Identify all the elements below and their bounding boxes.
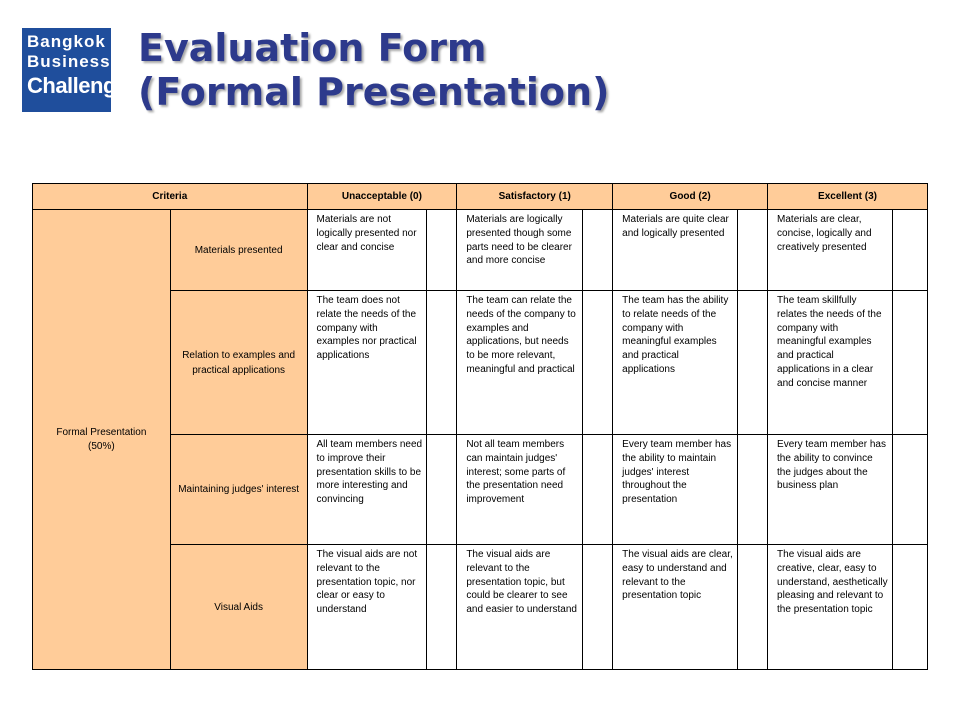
cell-excellent: Every team member has the ability to convince the judges about the business plan: [768, 435, 893, 545]
header-unacceptable: Unacceptable (0): [307, 184, 457, 210]
bangkok-business-challenge-logo: [22, 28, 128, 112]
cell-satisfactory: Materials are logically presented though some parts need to be clearer and more concise: [457, 210, 583, 291]
header-criteria: Criteria: [33, 184, 308, 210]
group-label: Formal Presentation (50%): [56, 426, 147, 452]
score-box-good[interactable]: [737, 291, 767, 435]
cell-excellent: The team skillfully relates the needs of the company with meaningful examples and practical applications in a clear and concise manner: [768, 291, 893, 435]
criterion-materials-presented: Materials presented: [170, 210, 307, 291]
score-box-satisfactory[interactable]: [583, 210, 613, 291]
cell-good: The visual aids are clear, easy to understand and relevant to the presentation topic: [613, 545, 738, 670]
criterion-maintaining-interest: Maintaining judges' interest: [170, 435, 307, 545]
header-excellent: Excellent (3): [768, 184, 928, 210]
cell-unacceptable: All team members need to improve their presentation skills to be more interesting and convincing: [307, 435, 427, 545]
cell-good: Every team member has the ability to maintain judges' interest throughout the presentation: [613, 435, 738, 545]
criterion-relation-to-examples: Relation to examples and practical applications: [170, 291, 307, 435]
score-box-excellent[interactable]: [892, 291, 927, 435]
page-title-line-2: (Formal Presentation): [138, 70, 610, 114]
cell-satisfactory: Not all team members can maintain judges' interest; some parts of the presentation need improvement: [457, 435, 583, 545]
cell-unacceptable: The visual aids are not relevant to the presentation topic, nor clear or easy to understand: [307, 545, 427, 670]
header-good: Good (2): [613, 184, 768, 210]
header-satisfactory: Satisfactory (1): [457, 184, 613, 210]
cell-satisfactory: The team can relate the needs of the company to examples and applications, but needs to be more relevant, meaningful and practical: [457, 291, 583, 435]
score-box-satisfactory[interactable]: [583, 291, 613, 435]
cell-excellent: The visual aids are creative, clear, easy to understand, aesthetically pleasing and relevant to the presentation topic: [768, 545, 893, 670]
score-box-good[interactable]: [737, 435, 767, 545]
score-box-excellent[interactable]: [892, 435, 927, 545]
cell-excellent: Materials are clear, concise, logically and creatively presented: [768, 210, 893, 291]
logo-line-3: Challenge: [27, 73, 128, 98]
score-box-unacceptable[interactable]: [427, 545, 457, 670]
score-box-satisfactory[interactable]: [583, 435, 613, 545]
logo-line-1: Bangkok: [27, 32, 106, 51]
cell-satisfactory: The visual aids are relevant to the presentation topic, but could be clearer to see and easier to understand: [457, 545, 583, 670]
page-title-line-1: Evaluation Form: [138, 26, 487, 70]
score-box-excellent[interactable]: [892, 545, 927, 670]
cell-unacceptable: Materials are not logically presented nor clear and concise: [307, 210, 427, 291]
group-formal-presentation: [33, 210, 171, 670]
logo-line-2: Business: [27, 52, 111, 71]
table-row: [33, 210, 928, 291]
evaluation-rubric-table: [32, 183, 928, 670]
score-box-good[interactable]: [737, 210, 767, 291]
score-box-unacceptable[interactable]: [427, 210, 457, 291]
cell-unacceptable: The team does not relate the needs of the company with examples nor practical applications: [307, 291, 427, 435]
criterion-visual-aids: Visual Aids: [170, 545, 307, 670]
cell-good: Materials are quite clear and logically presented: [613, 210, 738, 291]
page-title: [138, 26, 609, 114]
score-box-good[interactable]: [737, 545, 767, 670]
score-box-satisfactory[interactable]: [583, 545, 613, 670]
score-box-unacceptable[interactable]: [427, 435, 457, 545]
cell-good: The team has the ability to relate needs of the company with meaningful examples and practical applications: [613, 291, 738, 435]
score-box-excellent[interactable]: [892, 210, 927, 291]
table-header-row: [33, 184, 928, 210]
score-box-unacceptable[interactable]: [427, 291, 457, 435]
